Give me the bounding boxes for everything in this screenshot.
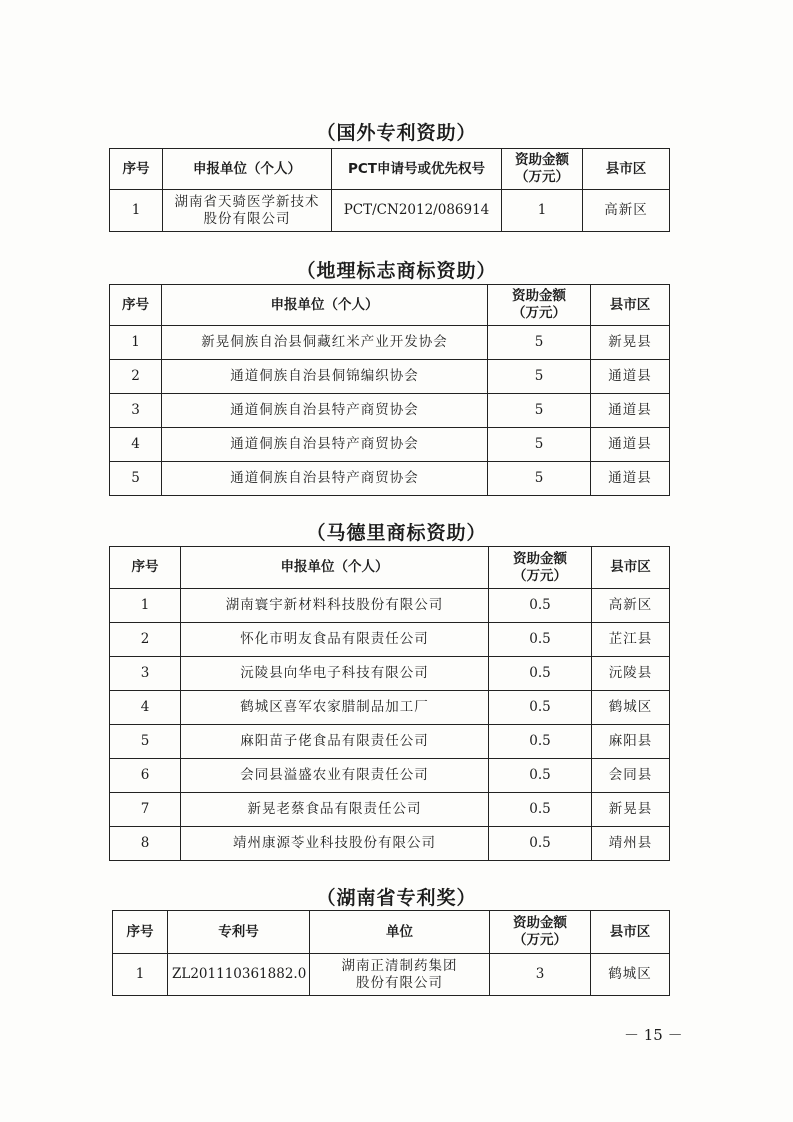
cell-applicant: 湖南省天骑医学新技术 股份有限公司 bbox=[163, 190, 332, 232]
cell-amount: 0.5 bbox=[489, 589, 592, 623]
table-row bbox=[110, 725, 670, 759]
table-row bbox=[110, 360, 670, 394]
section-title-madrid-trademark: （马德里商标资助） bbox=[306, 522, 487, 544]
cell-district: 通道县 bbox=[591, 360, 670, 394]
header-cell: 序号 bbox=[113, 911, 168, 954]
cell-applicant: 通道侗族自治县特产商贸协会 bbox=[162, 394, 488, 428]
cell-index: 3 bbox=[110, 657, 181, 691]
header-cell: 申报单位（个人） bbox=[162, 285, 488, 326]
table-header-row bbox=[110, 149, 670, 190]
cell-amount: 5 bbox=[488, 462, 591, 496]
header-cell: 资助金额 （万元） bbox=[490, 911, 591, 954]
table-header-row bbox=[113, 911, 670, 954]
table-header-row bbox=[110, 547, 670, 589]
header-cell: 序号 bbox=[110, 547, 181, 589]
header-cell: 资助金额 （万元） bbox=[488, 285, 591, 326]
header-cell: 县市区 bbox=[583, 149, 670, 190]
cell-amount: 1 bbox=[502, 190, 583, 232]
header-cell: 资助金额 （万元） bbox=[502, 149, 583, 190]
cell-applicant: 通道侗族自治县特产商贸协会 bbox=[162, 428, 488, 462]
cell-index: 5 bbox=[110, 462, 162, 496]
cell-district: 沅陵县 bbox=[592, 657, 670, 691]
table-row bbox=[110, 691, 670, 725]
cell-applicant: 通道侗族自治县侗锦编织协会 bbox=[162, 360, 488, 394]
table-row bbox=[110, 623, 670, 657]
cell-index: 7 bbox=[110, 793, 181, 827]
table-row bbox=[110, 759, 670, 793]
table-row bbox=[110, 326, 670, 360]
cell-applicant: 靖州康源苓业科技股份有限公司 bbox=[181, 827, 489, 861]
table-row bbox=[110, 394, 670, 428]
cell-amount: 0.5 bbox=[489, 657, 592, 691]
cell-index: 1 bbox=[110, 190, 163, 232]
cell-index: 5 bbox=[110, 725, 181, 759]
header-cell: 申报单位（个人） bbox=[181, 547, 489, 589]
cell-index: 1 bbox=[110, 326, 162, 360]
cell-district: 鹤城区 bbox=[592, 691, 670, 725]
cell-district: 高新区 bbox=[583, 190, 670, 232]
cell-applicant: 会同县溢盛农业有限责任公司 bbox=[181, 759, 489, 793]
header-cell: 序号 bbox=[110, 285, 162, 326]
cell-amount: 5 bbox=[488, 360, 591, 394]
cell-applicant: 沅陵县向华电子科技有限公司 bbox=[181, 657, 489, 691]
cell-index: 1 bbox=[113, 954, 168, 996]
cell-index: 1 bbox=[110, 589, 181, 623]
cell-district: 新晃县 bbox=[592, 793, 670, 827]
cell-amount: 0.5 bbox=[489, 759, 592, 793]
table-row bbox=[110, 428, 670, 462]
foreign-patent-table bbox=[109, 148, 670, 232]
cell-amount: 0.5 bbox=[489, 623, 592, 657]
cell-district: 高新区 bbox=[592, 589, 670, 623]
header-cell: 序号 bbox=[110, 149, 163, 190]
table-row bbox=[110, 657, 670, 691]
table-row bbox=[110, 462, 670, 496]
cell-patent-number: ZL201110361882.0 bbox=[168, 954, 310, 996]
header-cell: 县市区 bbox=[592, 547, 670, 589]
cell-district: 鹤城区 bbox=[591, 954, 670, 996]
cell-applicant: 鹤城区喜军农家腊制品加工厂 bbox=[181, 691, 489, 725]
cell-amount: 5 bbox=[488, 394, 591, 428]
cell-index: 8 bbox=[110, 827, 181, 861]
cell-index: 2 bbox=[110, 360, 162, 394]
table-row bbox=[110, 589, 670, 623]
cell-index: 4 bbox=[110, 428, 162, 462]
cell-applicant: 麻阳苗子佬食品有限责任公司 bbox=[181, 725, 489, 759]
cell-district: 靖州县 bbox=[592, 827, 670, 861]
header-cell: 专利号 bbox=[168, 911, 310, 954]
page-number: － 15 － bbox=[624, 1026, 683, 1044]
header-cell: 资助金额 （万元） bbox=[489, 547, 592, 589]
cell-district: 麻阳县 bbox=[592, 725, 670, 759]
cell-amount: 3 bbox=[490, 954, 591, 996]
table-row bbox=[110, 793, 670, 827]
madrid-trademark-table bbox=[109, 546, 670, 861]
header-cell: 单位 bbox=[310, 911, 490, 954]
geo-trademark-table bbox=[109, 284, 670, 496]
table-row bbox=[110, 190, 670, 232]
cell-amount: 5 bbox=[488, 326, 591, 360]
table-row bbox=[110, 827, 670, 861]
cell-applicant: 新晃侗族自治县侗藏红米产业开发协会 bbox=[162, 326, 488, 360]
header-cell: 申报单位（个人） bbox=[163, 149, 332, 190]
cell-amount: 0.5 bbox=[489, 793, 592, 827]
cell-district: 通道县 bbox=[591, 462, 670, 496]
cell-applicant: 湖南正清制药集团 股份有限公司 bbox=[310, 954, 490, 996]
cell-applicant: 新晃老蔡食品有限责任公司 bbox=[181, 793, 489, 827]
cell-amount: 0.5 bbox=[489, 725, 592, 759]
cell-index: 2 bbox=[110, 623, 181, 657]
section-title-geo-trademark: （地理标志商标资助） bbox=[296, 260, 497, 282]
cell-index: 4 bbox=[110, 691, 181, 725]
cell-amount: 5 bbox=[488, 428, 591, 462]
cell-applicant: 怀化市明友食品有限责任公司 bbox=[181, 623, 489, 657]
section-title-hunan-patent-award: （湖南省专利奖） bbox=[316, 887, 477, 909]
table-row bbox=[113, 954, 670, 996]
cell-amount: 0.5 bbox=[489, 827, 592, 861]
cell-district: 通道县 bbox=[591, 394, 670, 428]
header-cell: 县市区 bbox=[591, 285, 670, 326]
header-cell: 县市区 bbox=[591, 911, 670, 954]
cell-district: 通道县 bbox=[591, 428, 670, 462]
cell-district: 会同县 bbox=[592, 759, 670, 793]
cell-district: 新晃县 bbox=[591, 326, 670, 360]
table-header-row bbox=[110, 285, 670, 326]
cell-index: 6 bbox=[110, 759, 181, 793]
section-title-foreign-patent: （国外专利资助） bbox=[316, 122, 477, 144]
cell-district: 芷江县 bbox=[592, 623, 670, 657]
cell-pct-number: PCT/CN2012/086914 bbox=[332, 190, 502, 232]
cell-applicant: 湖南寰宇新材料科技股份有限公司 bbox=[181, 589, 489, 623]
header-cell: PCT申请号或优先权号 bbox=[332, 149, 502, 190]
hunan-patent-award-table bbox=[112, 910, 670, 996]
cell-amount: 0.5 bbox=[489, 691, 592, 725]
cell-applicant: 通道侗族自治县特产商贸协会 bbox=[162, 462, 488, 496]
cell-index: 3 bbox=[110, 394, 162, 428]
